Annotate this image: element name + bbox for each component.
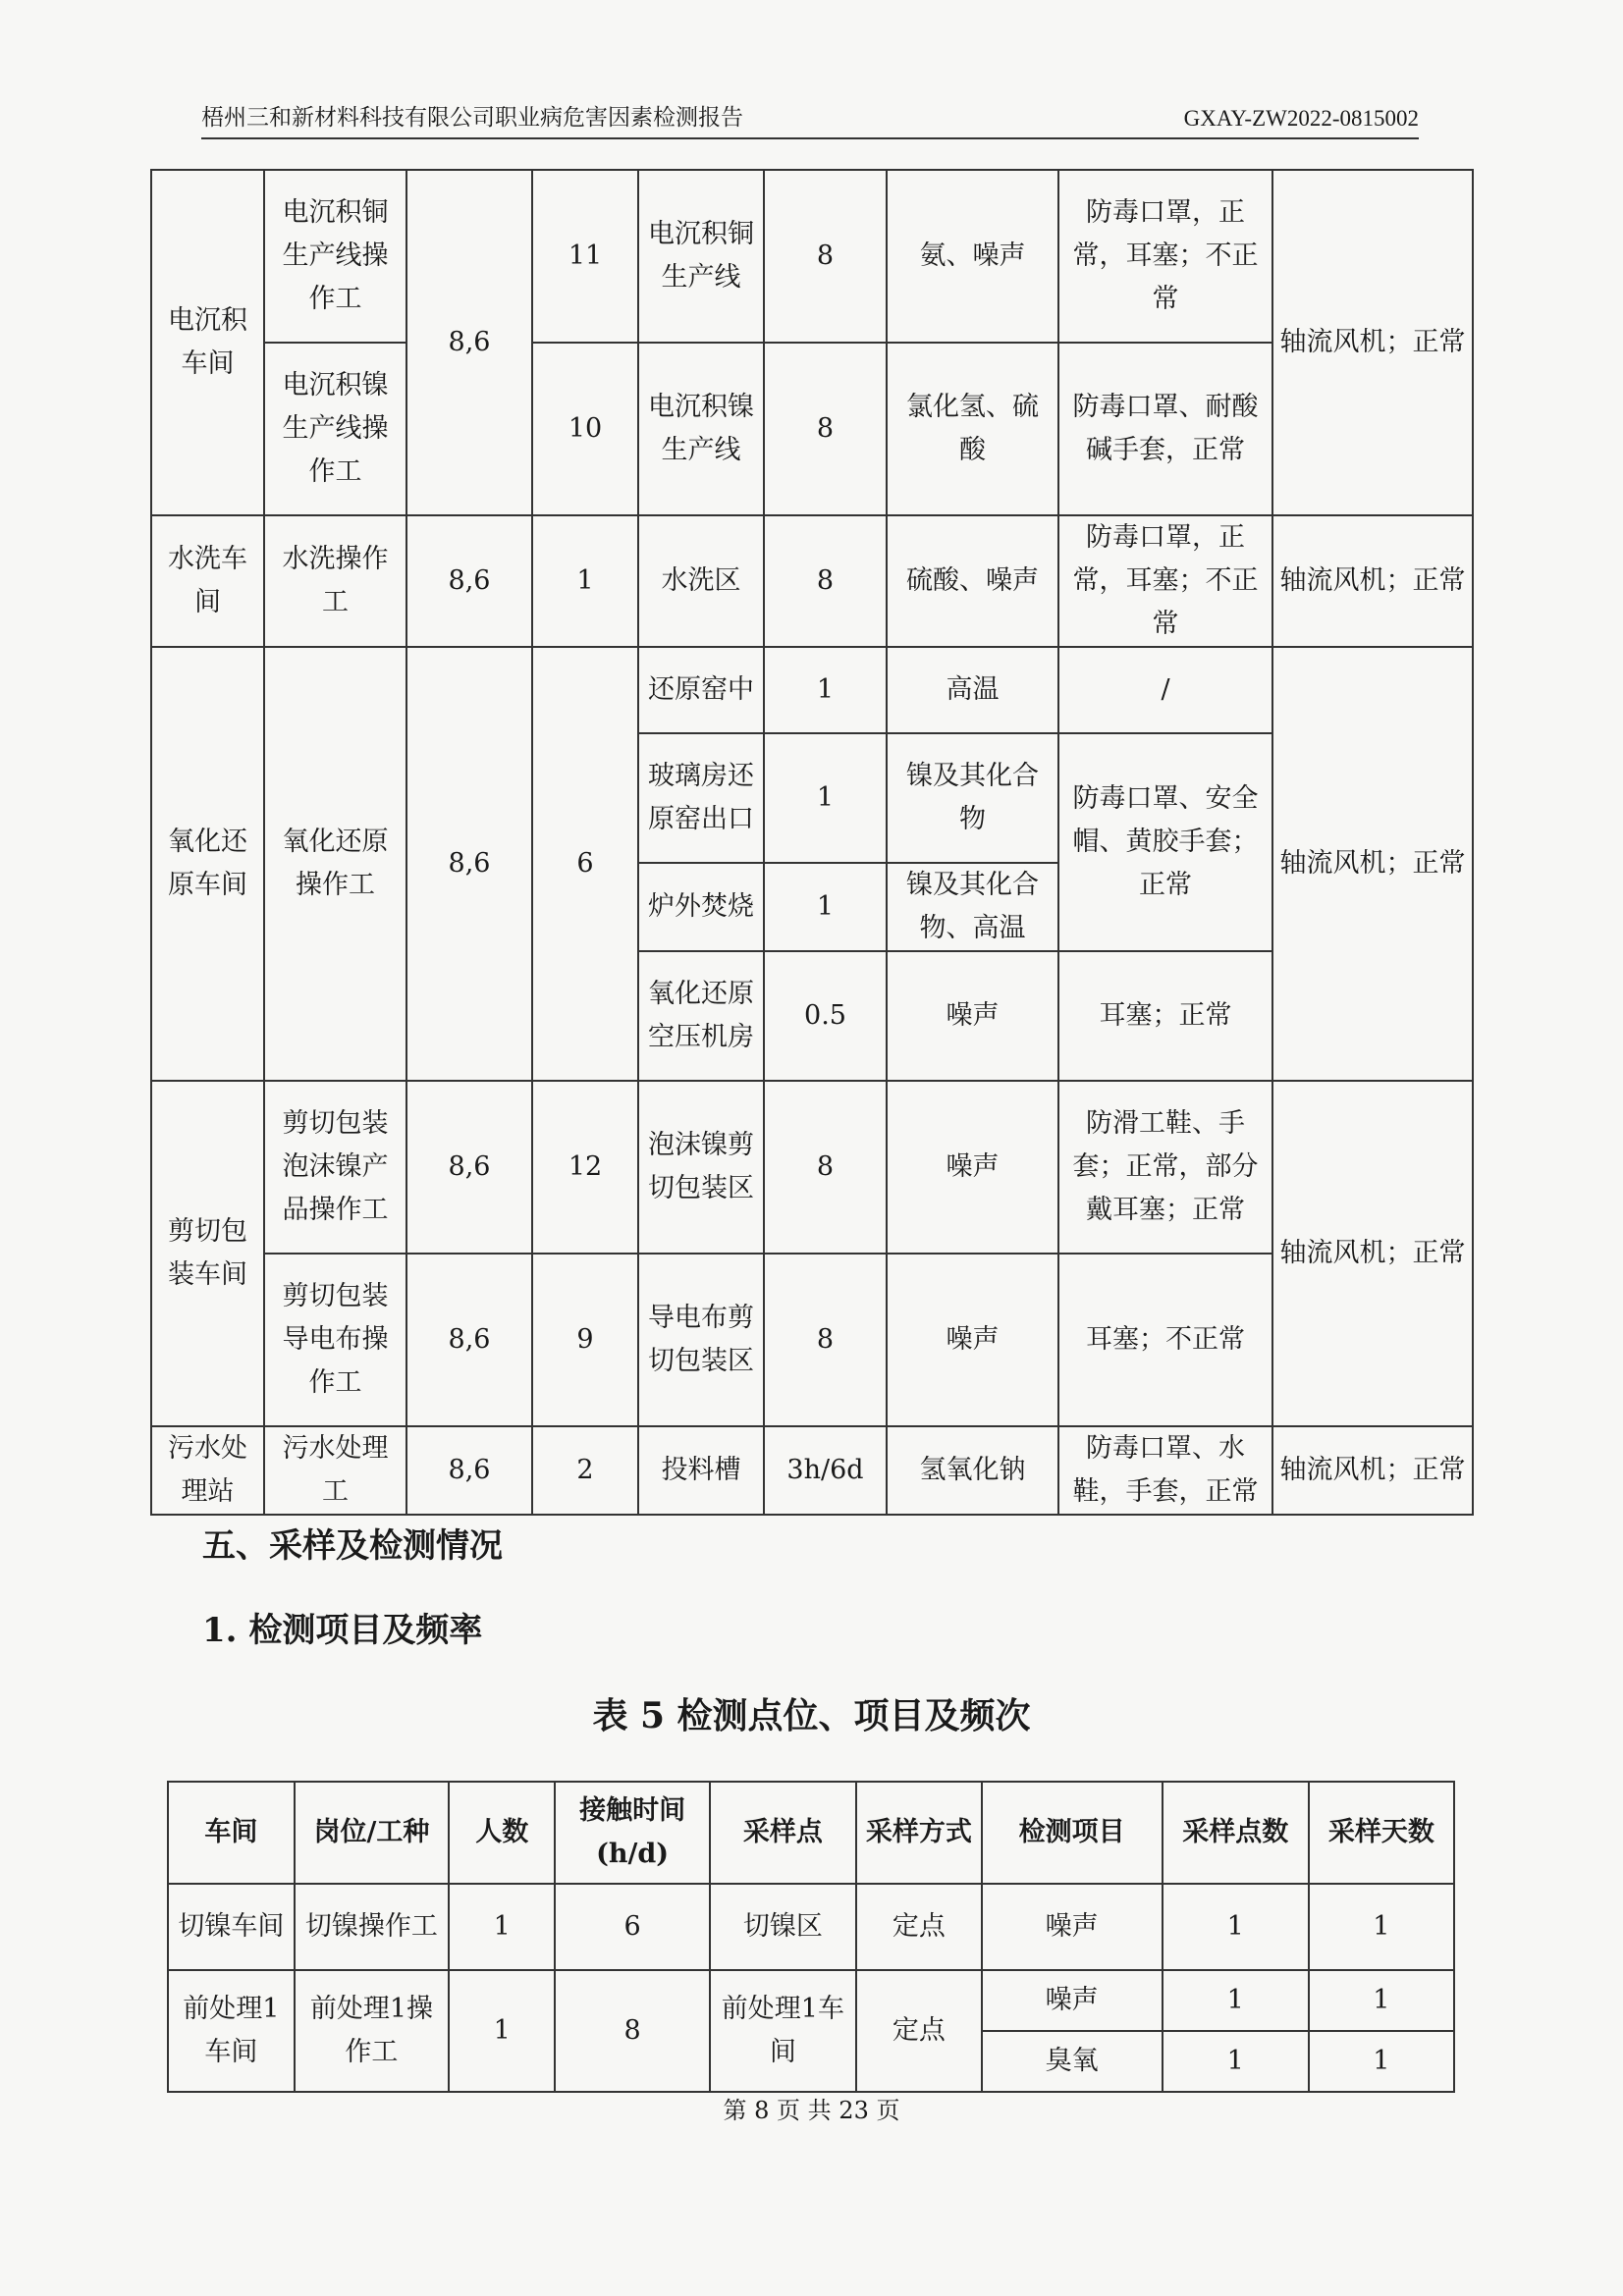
cell-hours: 0.5: [764, 951, 887, 1081]
cell-people: 9: [532, 1254, 638, 1426]
table-row: [151, 515, 1473, 647]
header-workshop: 车间: [168, 1782, 295, 1884]
cell-workshop: 污水处理站: [151, 1426, 264, 1515]
table-row: [151, 647, 1473, 733]
header-site: 采样点: [710, 1782, 856, 1884]
cell-hours: 8: [764, 515, 887, 647]
cell-item: 臭氧: [982, 2031, 1163, 2092]
cell-site: 水洗区: [638, 515, 764, 647]
cell-hours: 6: [555, 1884, 709, 1970]
cell-site: 电沉积镍生产线: [638, 343, 764, 515]
cell-hours: 3h/6d: [764, 1426, 887, 1515]
cell-post: 电沉积铜生产线操作工: [264, 170, 406, 343]
cell-people: 10: [532, 343, 638, 515]
cell-hours: 8: [764, 170, 887, 343]
cell-workshop: 水洗车间: [151, 515, 264, 647]
table-caption: 表 5 检测点位、项目及频次: [592, 1695, 1031, 1736]
cell-post: 切镍操作工: [295, 1884, 449, 1970]
table-row: [151, 1081, 1473, 1254]
page-number: 第 8 页 共 23 页: [723, 2097, 900, 2124]
table-row: [168, 1970, 1454, 2031]
cell-people: 1: [449, 1970, 555, 2092]
cell-hazard: 氯化氢、硫酸: [887, 343, 1058, 515]
cell-workshop: 剪切包装车间: [151, 1081, 264, 1426]
cell-workshop: 前处理1车间: [168, 1970, 295, 2092]
cell-shift: 8,6: [406, 647, 532, 1081]
page-header: [201, 96, 1419, 139]
report-title: 梧州三和新材料科技有限公司职业病危害因素检测报告: [201, 105, 743, 131]
cell-post: 氧化还原操作工: [264, 647, 406, 1081]
cell-hours: 1: [764, 647, 887, 733]
cell-shift: 8,6: [406, 515, 532, 647]
table-row: [151, 170, 1473, 343]
cell-hazard: 氨、噪声: [887, 170, 1058, 343]
table-row: [168, 1884, 1454, 1970]
cell-hours: 8: [764, 343, 887, 515]
cell-hazard: 镍及其化合物: [887, 733, 1058, 863]
cell-site: 电沉积铜生产线: [638, 170, 764, 343]
section-title: 五、采样及检测情况: [202, 1526, 503, 1566]
cell-post: 剪切包装导电布操作工: [264, 1254, 406, 1426]
cell-hours: 1: [764, 863, 887, 951]
cell-workshop: 氧化还原车间: [151, 647, 264, 1081]
cell-hours: 8: [764, 1254, 887, 1426]
cell-post: 电沉积镍生产线操作工: [264, 343, 406, 515]
cell-ppe: 防毒口罩、水鞋，手套，正常: [1058, 1426, 1272, 1515]
cell-ppe: 防毒口罩，正常，耳塞；不正常: [1058, 515, 1272, 647]
cell-ppe: 耳塞；不正常: [1058, 1254, 1272, 1426]
cell-ppe: 防毒口罩、安全帽、黄胶手套；正常: [1058, 733, 1272, 951]
cell-hours: 1: [764, 733, 887, 863]
report-code: GXAY-ZW2022-0815002: [1183, 106, 1419, 131]
table-header-row: [168, 1782, 1454, 1884]
cell-workshop: 切镍车间: [168, 1884, 295, 1970]
cell-shift: 8,6: [406, 1081, 532, 1254]
cell-points: 1: [1163, 1970, 1309, 2031]
header-item: 检测项目: [982, 1782, 1163, 1884]
cell-site: 导电布剪切包装区: [638, 1254, 764, 1426]
cell-ventilation: 轴流风机；正常: [1272, 1081, 1473, 1426]
cell-days: 1: [1309, 1884, 1454, 1970]
cell-people: 11: [532, 170, 638, 343]
cell-shift: 8,6: [406, 170, 532, 515]
cell-days: 1: [1309, 1970, 1454, 2031]
header-people: 人数: [449, 1782, 555, 1884]
cell-post: 水洗操作工: [264, 515, 406, 647]
sampling-table: [167, 1781, 1455, 2093]
cell-hazard: 镍及其化合物、高温: [887, 863, 1058, 951]
cell-hazard: 硫酸、噪声: [887, 515, 1058, 647]
cell-item: 噪声: [982, 1970, 1163, 2031]
header-days: 采样天数: [1309, 1782, 1454, 1884]
header-method: 采样方式: [856, 1782, 982, 1884]
cell-hours: 8: [764, 1081, 887, 1254]
cell-ppe: /: [1058, 647, 1272, 733]
cell-hazard: 高温: [887, 647, 1058, 733]
cell-post: 前处理1操作工: [295, 1970, 449, 2092]
cell-method: 定点: [856, 1884, 982, 1970]
cell-hazard: 噪声: [887, 951, 1058, 1081]
cell-item: 噪声: [982, 1884, 1163, 1970]
cell-ppe: 耳塞；正常: [1058, 951, 1272, 1081]
cell-shift: 8,6: [406, 1426, 532, 1515]
cell-site: 氧化还原空压机房: [638, 951, 764, 1081]
cell-shift: 8,6: [406, 1254, 532, 1426]
cell-days: 1: [1309, 2031, 1454, 2092]
cell-site: 投料槽: [638, 1426, 764, 1515]
cell-site: 还原窑中: [638, 647, 764, 733]
cell-ppe: 防毒口罩、耐酸碱手套，正常: [1058, 343, 1272, 515]
cell-site: 玻璃房还原窑出口: [638, 733, 764, 863]
cell-people: 6: [532, 647, 638, 1081]
cell-workshop: 电沉积车间: [151, 170, 264, 515]
cell-ventilation: 轴流风机；正常: [1272, 515, 1473, 647]
cell-people: 1: [449, 1884, 555, 1970]
cell-post: 污水处理工: [264, 1426, 406, 1515]
cell-hazard: 噪声: [887, 1254, 1058, 1426]
header-post: 岗位/工种: [295, 1782, 449, 1884]
cell-ppe: 防滑工鞋、手套；正常，部分戴耳塞；正常: [1058, 1081, 1272, 1254]
cell-ventilation: 轴流风机；正常: [1272, 647, 1473, 1081]
cell-hours: 8: [555, 1970, 709, 2092]
header-points: 采样点数: [1163, 1782, 1309, 1884]
header-hours: 接触时间(h/d): [555, 1782, 709, 1884]
cell-ventilation: 轴流风机；正常: [1272, 170, 1473, 515]
cell-site: 炉外焚烧: [638, 863, 764, 951]
post-hazard-table: [150, 169, 1474, 1516]
cell-points: 1: [1163, 2031, 1309, 2092]
cell-method: 定点: [856, 1970, 982, 2092]
cell-ppe: 防毒口罩，正常，耳塞；不正常: [1058, 170, 1272, 343]
cell-hazard: 氢氧化钠: [887, 1426, 1058, 1515]
cell-people: 2: [532, 1426, 638, 1515]
cell-people: 1: [532, 515, 638, 647]
cell-people: 12: [532, 1081, 638, 1254]
table-row: [151, 1426, 1473, 1515]
cell-post: 剪切包装泡沫镍产品操作工: [264, 1081, 406, 1254]
cell-site: 泡沫镍剪切包装区: [638, 1081, 764, 1254]
cell-site: 前处理1车间: [710, 1970, 856, 2092]
cell-hazard: 噪声: [887, 1081, 1058, 1254]
cell-ventilation: 轴流风机；正常: [1272, 1426, 1473, 1515]
subsection-title: 1. 检测项目及频率: [202, 1611, 483, 1650]
cell-site: 切镍区: [710, 1884, 856, 1970]
cell-points: 1: [1163, 1884, 1309, 1970]
